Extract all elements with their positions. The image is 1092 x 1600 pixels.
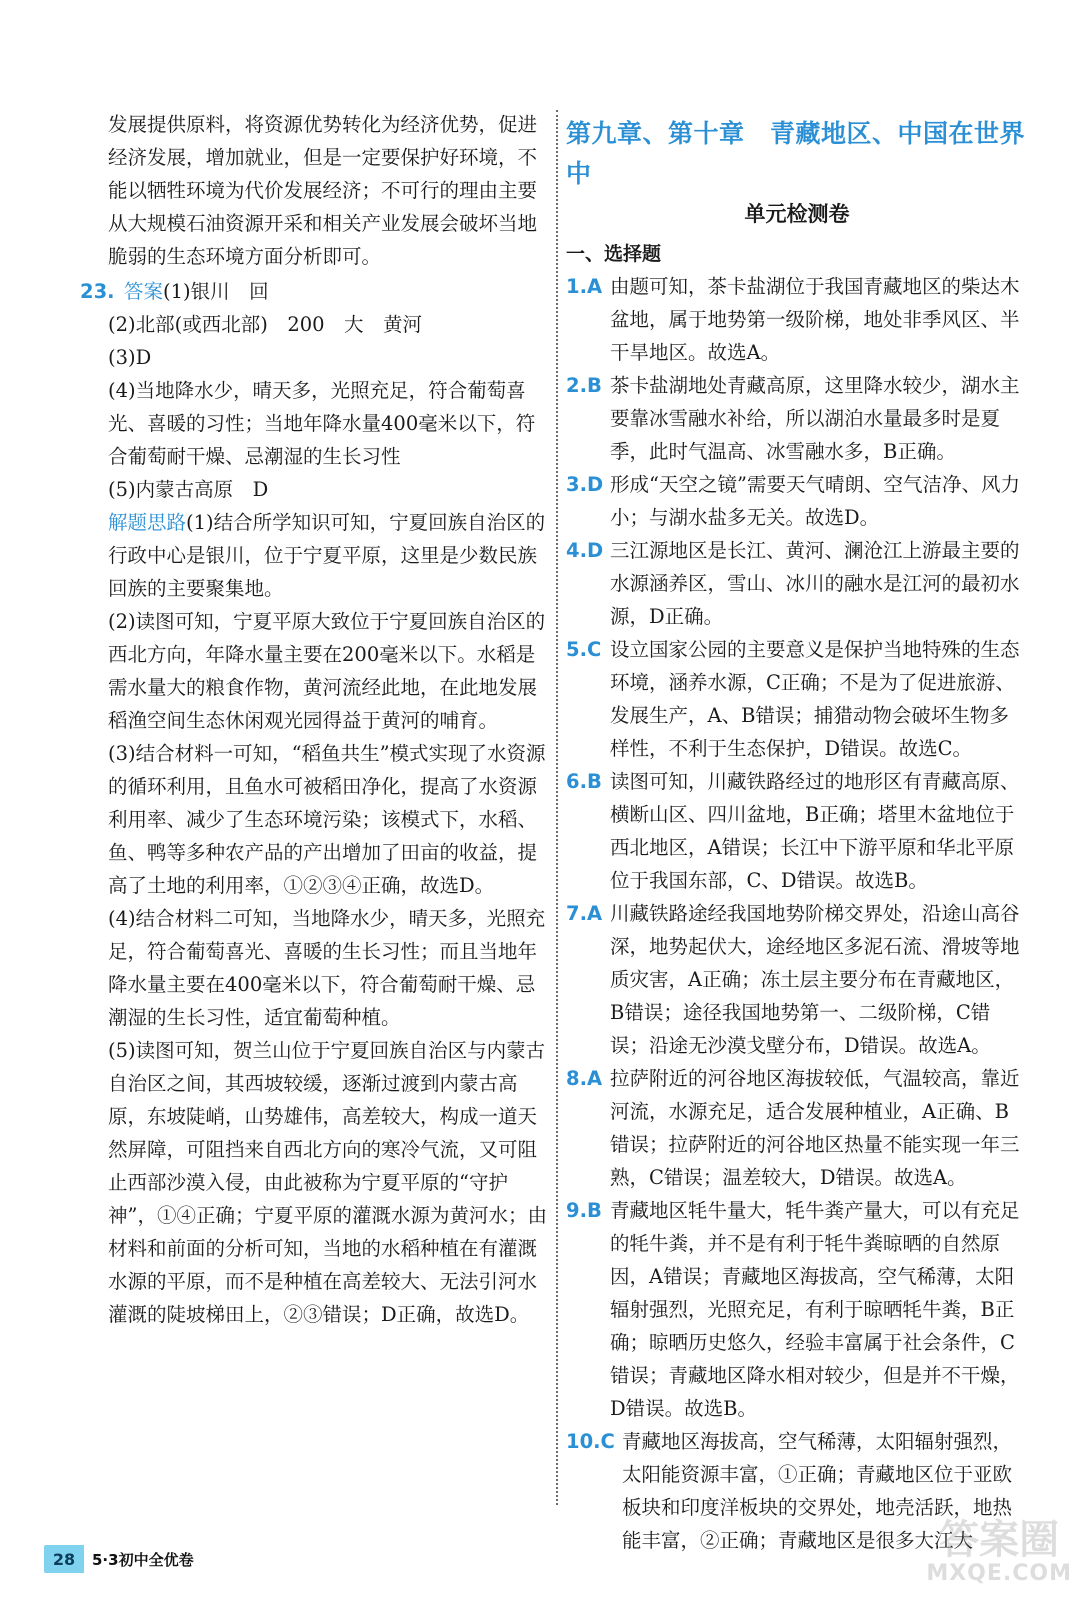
section-heading: 一、选择题 xyxy=(566,243,662,265)
answer-item-text: 形成“天空之镜”需要天气晴朗、空气洁净、风力小；与湖水盐多无关。故选D。 xyxy=(610,473,1020,529)
answer-item-text: 读图可知，川藏铁路经过的地形区有青藏高原、横断山区、四川盆地，B正确；塔里木盆地位于西北地区，A错误；长江中下游平原和华北平原位于我国东部，C、D错误。故选B。 xyxy=(610,770,1020,892)
answer-item xyxy=(566,1062,1028,1194)
book-brand: 5·3初中全优卷 xyxy=(92,1550,194,1569)
thinking-part-2: (2)读图可知，宁夏平原大致位于宁夏回族自治区的西北方向，年降水量主要在200毫米以下。水稻是需水量大的粮食作物，黄河流经此地，在此地发展稻渔空间生态休闲观光园得益于黄河的哺育。 xyxy=(108,610,546,732)
answer-part-5: (5)内蒙古高原 D xyxy=(108,478,269,501)
answer-part-1: (1)银川 回 xyxy=(163,280,269,303)
answer-part-2: (2)北部(或西北部) 200 大 黄河 xyxy=(108,313,423,336)
answer-item-label: 7.A xyxy=(566,902,603,925)
right-column xyxy=(566,108,1028,1557)
answer-23 xyxy=(80,275,550,308)
answer-item-text: 茶卡盐湖地处青藏高原，这里降水较少，湖水主要靠冰雪融水补给，所以湖泊水量最多时是夏季，此时气温高、冰雪融水多，B正确。 xyxy=(610,374,1020,463)
answer-item-label: 1.A xyxy=(566,275,603,298)
unit-title: 单元检测卷 xyxy=(744,202,850,226)
answer-item-text: 青藏地区牦牛量大，牦牛粪产量大，可以有充足的牦牛粪，并不是有利于牦牛粪晾晒的自然原因，A错误；青藏地区海拔高，空气稀薄，太阳辐射强烈，光照充足，有利于晾晒牦牛粪，B正确；晾晒历史悠久，经验丰富属于社会条件，C错误；青藏地区降水相对较少，但是并不干燥，D错误。故选B。 xyxy=(610,1199,1020,1420)
column-divider xyxy=(556,110,558,1505)
thinking-part-3: (3)结合材料一可知，“稻鱼共生”模式实现了水资源的循环利用，且鱼水可被稻田净化，提高了水资源利用率、减少了生态环境污染；该模式下，水稻、鱼、鸭等多种农产品的产出增加了田亩的收益，提高了土地的利用率，①②③④正确，故选D。 xyxy=(108,742,546,897)
answer-item-label: 8.A xyxy=(566,1067,603,1090)
answer-item xyxy=(566,633,1028,765)
answer-item-label: 6.B xyxy=(566,770,602,793)
answer-part-3: (3)D xyxy=(108,346,152,369)
answer-item-label: 4.D xyxy=(566,539,604,562)
thinking-part-5: (5)读图可知，贺兰山位于宁夏回族自治区与内蒙古自治区之间，其西坡较缓，逐渐过渡到内蒙古高原，东坡陡峭，山势雄伟，高差较大，构成一道天然屏障，可阻挡来自西北方向的寒冷气流，又可阻止西部沙漠入侵，由此被称为宁夏平原的“守护神”，①④正确；宁夏平原的灌溉水源为黄河水；由材料和前面的分析可知，当地的水稻种植在有灌溉水源的平原，而不是种植在高差较大、无法引河水灌溉的陡坡梯田上，②③错误；D正确，故选D。 xyxy=(108,1039,547,1326)
answer-item xyxy=(566,468,1028,534)
answer-item-label: 9.B xyxy=(566,1199,602,1222)
answer-item xyxy=(566,270,1028,369)
answer-item-label: 2.B xyxy=(566,374,602,397)
answer-item-text: 由题可知，茶卡盐湖位于我国青藏地区的柴达木盆地，属于地势第一级阶梯，地处非季风区、半干旱地区。故选A。 xyxy=(610,275,1020,364)
thinking-part-4: (4)结合材料二可知，当地降水少，晴天多，光照充足，符合葡萄喜光、喜暖的生长习性；而且当地年降水量主要在400毫米以下，符合葡萄耐干燥、忌潮湿的生长习性，适宜葡萄种植。 xyxy=(108,907,546,1029)
answer-tag: 答案 xyxy=(124,280,164,303)
answer-item-text: 三江源地区是长江、黄河、澜沧江上游最主要的水源涵养区，雪山、冰川的融水是江河的最初水源，D正确。 xyxy=(610,539,1020,628)
left-column xyxy=(80,108,550,1331)
chapter-title: 第九章、第十章 青藏地区、中国在世界中 xyxy=(566,119,1026,188)
thinking-part-1 xyxy=(80,506,550,605)
page-number: 28 xyxy=(44,1545,84,1573)
answer-item-label: 3.D xyxy=(566,473,604,496)
watermark-line-2: MXQE.COM xyxy=(926,1561,1072,1586)
answer-item-text: 设立国家公园的主要意义是保护当地特殊的生态环境，涵养水源，C正确；不是为了促进旅游、发展生产，A、B错误；捕猎动物会破坏生物多样性，不利于生态保护，D错误。故选C。 xyxy=(610,638,1020,760)
answer-item xyxy=(566,1194,1028,1425)
answer-part-4: (4)当地降水少，晴天多，光照充足，符合葡萄喜光、喜暖的习性；当地年降水量400毫米以下，符合葡萄耐干燥、忌潮湿的生长习性 xyxy=(108,379,536,468)
page-footer xyxy=(44,1544,194,1574)
watermark-logo xyxy=(926,1518,1072,1586)
answer-list xyxy=(566,270,1028,1557)
question-number: 23. xyxy=(80,280,115,303)
answer-item-label: 10.C xyxy=(566,1430,615,1453)
answer-item xyxy=(566,369,1028,468)
continued-paragraph: 发展提供原料，将资源优势转化为经济优势，促进经济发展，增加就业，但是一定要保护好环境，不能以牺牲环境为代价发展经济；不可行的理由主要从大规模石油资源开采和相关产业发展会破坏当地脆弱的生态环境方面分析即可。 xyxy=(108,113,538,268)
answer-item xyxy=(566,765,1028,897)
watermark-line-1: 答案圈 xyxy=(939,1517,1060,1563)
answer-item xyxy=(566,534,1028,633)
answer-item xyxy=(566,897,1028,1062)
thinking-tag: 解题思路 xyxy=(108,511,187,534)
answer-item-text: 川藏铁路途经我国地势阶梯交界处，沿途山高谷深，地势起伏大，途经地区多泥石流、滑坡等地质灾害，A正确；冻土层主要分布在青藏地区，B错误；途径我国地势第一、二级阶梯，C错误；沿途无沙漠戈壁分布，D错误。故选A。 xyxy=(610,902,1020,1057)
answer-item-text: 拉萨附近的河谷地区海拔较低，气温较高，靠近河流，水源充足，适合发展种植业，A正确、B错误；拉萨附近的河谷地区热量不能实现一年三熟，C错误；温差较大，D错误。故选A。 xyxy=(610,1067,1020,1189)
answer-item-label: 5.C xyxy=(566,638,602,661)
answer-item-text: 青藏地区海拔高，空气稀薄，太阳辐射强烈，太阳能资源丰富，①正确；青藏地区位于亚欧板块和印度洋板块的交界处，地壳活跃，地热能丰富，②正确；青藏地区是很多大江大 xyxy=(622,1430,1013,1552)
thinking-text-1: (1)结合所学知识可知，宁夏回族自治区的行政中心是银川，位于宁夏平原，这里是少数民族回族的主要聚集地。 xyxy=(108,511,546,600)
